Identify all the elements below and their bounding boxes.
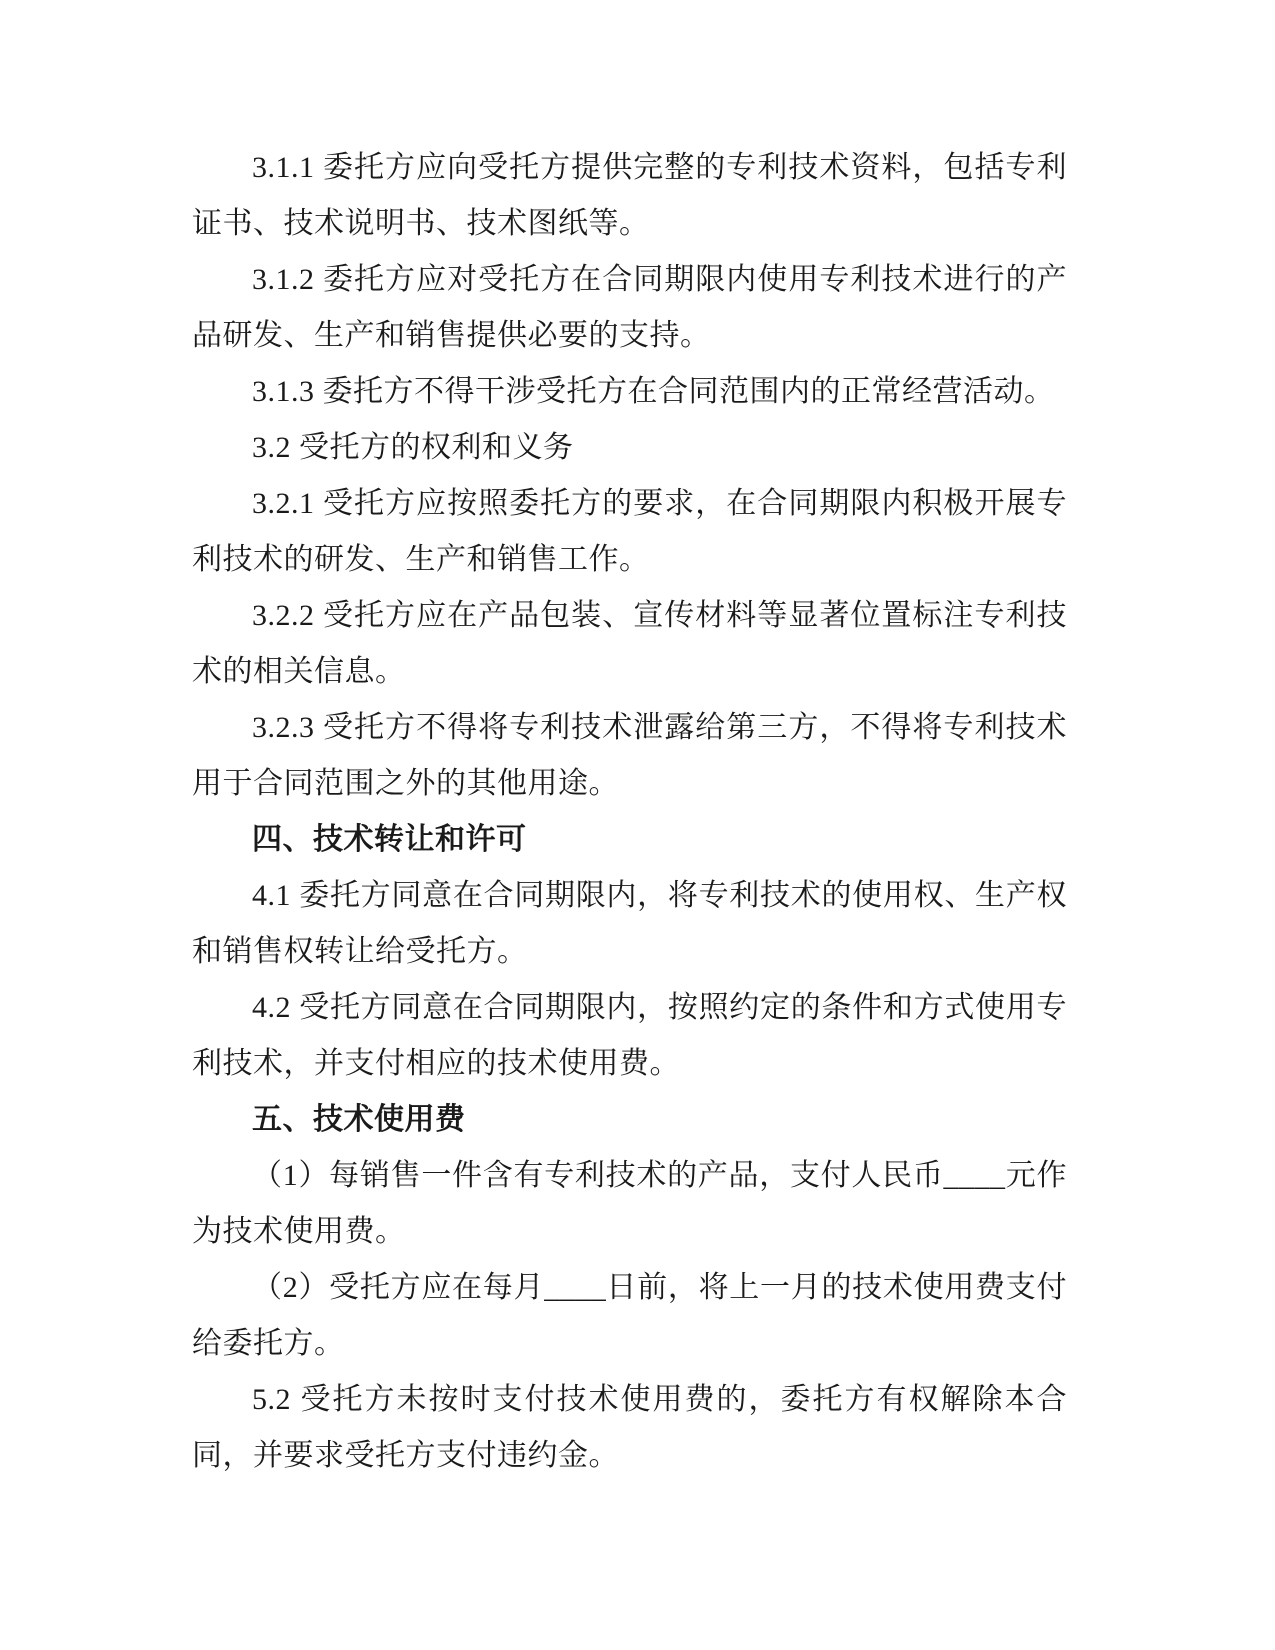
section-heading: 四、技术转让和许可 — [252, 823, 527, 856]
contract-clause: 3.2.1 受托方应按照委托方的要求，在合同期限内积极开展专利技术的研发、生产和销售工作。 — [192, 487, 1067, 576]
contract-clause: 4.1 委托方同意在合同期限内，将专利技术的使用权、生产权和销售权转让给受托方。 — [192, 879, 1067, 968]
contract-clause: 3.1.2 委托方应对受托方在合同期限内使用专利技术进行的产品研发、生产和销售提供必要的支持。 — [192, 263, 1067, 352]
section-heading: 五、技术使用费 — [252, 1103, 466, 1136]
contract-clause: 3.2 受托方的权利和义务 — [252, 431, 574, 464]
contract-clause: 3.2.3 受托方不得将专利技术泄露给第三方，不得将专利技术用于合同范围之外的其他用途。 — [192, 711, 1067, 800]
contract-clause: 3.1.1 委托方应向受托方提供完整的专利技术资料，包括专利证书、技术说明书、技术图纸等。 — [192, 151, 1067, 240]
contract-clause: 3.1.3 委托方不得干涉受托方在合同范围内的正常经营活动。 — [252, 375, 1055, 408]
contract-clause: 4.2 受托方同意在合同期限内，按照约定的条件和方式使用专利技术，并支付相应的技术使用费。 — [192, 991, 1067, 1080]
contract-clause: 3.2.2 受托方应在产品包装、宣传材料等显著位置标注专利技术的相关信息。 — [192, 599, 1067, 688]
contract-clause: （1）每销售一件含有专利技术的产品，支付人民币____元作为技术使用费。 — [192, 1159, 1067, 1248]
contract-clause: 5.2 受托方未按时支付技术使用费的，委托方有权解除本合同，并要求受托方支付违约金。 — [192, 1383, 1067, 1472]
contract-text-body — [192, 140, 1067, 1484]
contract-clause: （2）受托方应在每月____日前，将上一月的技术使用费支付给委托方。 — [192, 1271, 1067, 1360]
